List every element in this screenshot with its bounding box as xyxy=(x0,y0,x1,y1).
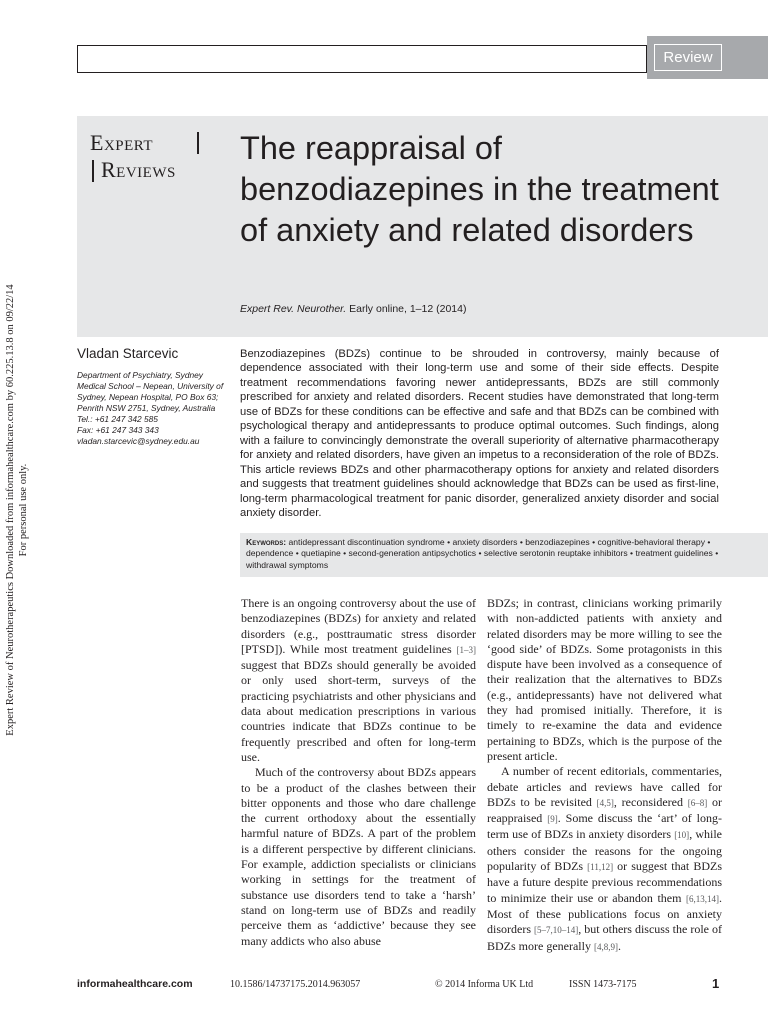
journal-name: Expert Rev. Neurother. xyxy=(240,303,347,315)
journal-citation xyxy=(240,303,466,315)
download-notice-line1: Expert Review of Neurotherapeutics Downloaded from informahealthcare.com by 60.225.13.8 on 09/22/14 xyxy=(5,284,16,736)
author-affiliation xyxy=(77,370,229,447)
author-name: Vladan Starcevic xyxy=(77,346,179,361)
footer-website-link[interactable]: informahealthcare.com xyxy=(77,978,193,990)
citation-ref: [4,5] xyxy=(596,797,614,808)
logo-bracket-top xyxy=(197,132,199,154)
keywords xyxy=(246,537,726,571)
affiliation-line: Department of Psychiatry, Sydney xyxy=(77,370,203,380)
article-title: The reappraisal of benzodiazepines in the treatment of anxiety and related disorders xyxy=(240,130,719,248)
body-paragraph: There is an ongoing controversy about the use of benzodiazepines (BDZs) for anxiety and related disorders (e.g., posttraumatic stress disorder [PTSD]). While most treatment guidelines [1–3] suggest that BDZs should generally be avoided or only used short-term, surveys of the practicing psychiatrists and other physicians and data about medication prescriptions in various countries indicate that BDZs continue to be frequently prescribed and often for long-term use. xyxy=(241,596,476,764)
body-paragraph: Much of the controversy about BDZs appears to be a product of the clashes between their bitter opponents and those who dare challenge the current orthodoxy about the essentially harmful nature of BDZs. A part of the problem is a different perspective by different clinicians. For example, addiction specialists or clinicians working in settings for the treatment of substance use disorders tend to take a ‘harsh’ stand on long-term use of BDZs and readily perceive them as ‘addictive’ because they see many addicts who also abuse xyxy=(241,765,476,948)
logo-word-reviews: Reviews xyxy=(101,157,176,182)
body-column-left xyxy=(241,596,476,949)
body-column-right xyxy=(487,596,722,955)
logo-bracket-bottom xyxy=(92,160,94,182)
citation-ref: [4,8,9] xyxy=(593,941,618,952)
section-tab-label: Review xyxy=(654,44,722,71)
affiliation-line: Penrith NSW 2751, Sydney, Australia xyxy=(77,403,216,413)
journal-logo xyxy=(90,130,205,186)
page-footer xyxy=(0,978,768,998)
citation-ref: [11,12] xyxy=(587,862,614,873)
affiliation-phone: Tel.: +61 247 342 585 xyxy=(77,414,158,424)
keywords-list: antidepressant discontinuation syndrome • anxiety disorders • benzodiazepines • cognitive-behavioral therapy • dependence • quetiapine • second-generation antipsychotics • selective serotonin reuptake inhibitors • treatment guidelines • withdrawal symptoms xyxy=(246,537,719,570)
citation-ref: [5–7,10–14] xyxy=(534,925,579,936)
affiliation-email: vladan.starcevic@sydney.edu.au xyxy=(77,436,200,446)
footer-copyright: © 2014 Informa UK Ltd xyxy=(435,979,534,990)
abstract: Benzodiazepines (BDZs) continue to be shrouded in controversy, mainly because of dependence associated with their long-term use and some of their side effects. Despite treatment recommendations favoring newer antidepressants, BDZs are still commonly prescribed for anxiety and related disorders. Recent studies have demonstrated that long-term use of BDZs for these conditions can be effective and safe and that BDZs can be combined with psychological therapy and antidepressants to produce optimal outcomes. Such findings, along with a failure to convincingly demonstrate the overall superiority of alternative pharmacotherapy for anxiety and related disorders, have given an impetus to a reconsideration of the role of BDZs. This article reviews BDZs and other pharmacotherapy options for anxiety and related disorders and suggests that treatment guidelines should acknowledge that BDZs can be used as first-line, long-term pharmacological treatment for panic disorder, generalized anxiety disorder and social anxiety disorder. xyxy=(240,348,719,519)
logo-word-expert: Expert xyxy=(90,130,154,155)
citation-ref: [6–8] xyxy=(687,797,708,808)
citation-ref: [1–3] xyxy=(456,644,476,655)
citation-ref: [6,13,14] xyxy=(686,893,719,904)
keywords-label: Keywords: xyxy=(246,537,287,547)
affiliation-line: Medical School – Nepean, University of xyxy=(77,381,224,391)
citation-ref: [10] xyxy=(674,830,690,841)
body-paragraph: A number of recent editorials, commentaries, debate articles and reviews have called for BDZs to be revisited [4,5], reconsidered [6–8] or reappraised [9]. Some discuss the ‘art’ of long-term use of BDZs in anxiety disorders [10], while others consider the reasons for the ongoing popularity of BDZs [11,12] or suggest that BDZs have a future despite previous recommendations to minimize their use or abandon them [6,13,14]. Most of these publications focus on anxiety disorders [5–7,10–14], but others discuss the role of BDZs more generally [4,8,9]. xyxy=(487,764,723,953)
body-paragraph: BDZs; in contrast, clinicians working primarily with non-addicted patients with anxiety and related disorders may be more willing to see the ‘good side’ of BDZs. Some protagonists in this dispute have been involved as a consequence of their realization that the alternatives to BDZs (e.g., antidepressants) have not delivered what they had promised initially. Therefore, it is timely to re-examine the data and evidence pertaining to BDZs, which is the purpose of the present article. xyxy=(487,596,722,763)
citation-ref: [9] xyxy=(547,814,558,825)
affiliation-line: Sydney, Nepean Hospital, PO Box 63; xyxy=(77,392,219,402)
affiliation-fax: Fax: +61 247 343 343 xyxy=(77,425,159,435)
footer-issn: ISSN 1473-7175 xyxy=(569,979,637,990)
footer-doi: 10.1586/14737175.2014.963057 xyxy=(230,979,361,990)
download-notice-line2: For personal use only. xyxy=(18,463,29,557)
header-frame xyxy=(77,45,647,73)
page-number: 1 xyxy=(712,976,720,991)
journal-details: Early online, 1–12 (2014) xyxy=(346,303,467,315)
download-notice xyxy=(4,275,30,745)
